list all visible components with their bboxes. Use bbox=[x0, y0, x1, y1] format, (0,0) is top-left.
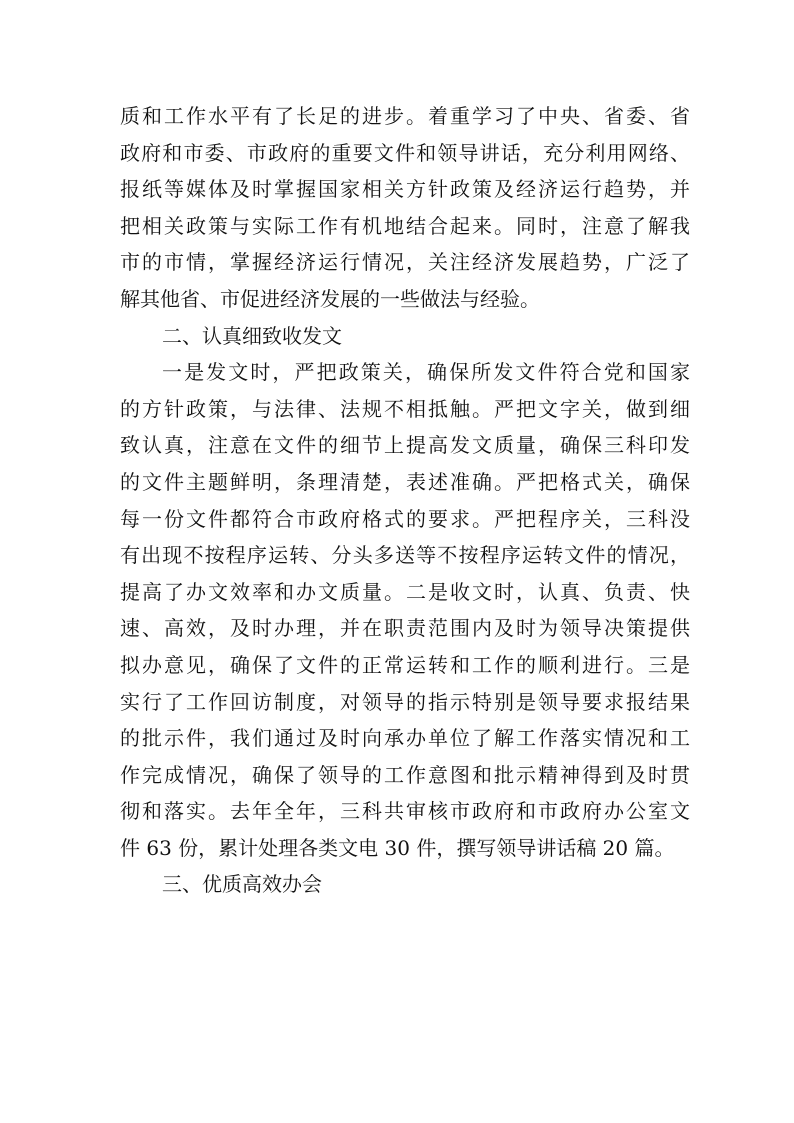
paragraph-line: 的批示件，我们通过及时向承办单位了解工作落实情况和工 bbox=[120, 726, 690, 751]
section-heading: 三、优质高效办会 bbox=[162, 872, 322, 897]
paragraph-line: 市的市情，掌握经济运行情况，关注经济发展趋势，广泛了 bbox=[120, 250, 690, 275]
paragraph-line: 政府和市委、市政府的重要文件和领导讲话，充分利用网络、 bbox=[120, 140, 690, 165]
paragraph-line: 解其他省、市促进经济发展的一些做法与经验。 bbox=[120, 286, 540, 311]
paragraph-line: 致认真，注意在文件的细节上提高发文质量，确保三科印发 bbox=[120, 433, 690, 458]
paragraph-line: 每一份文件都符合市政府格式的要求。严把程序关，三科没 bbox=[120, 506, 690, 531]
paragraph-line: 作完成情况，确保了领导的工作意图和批示精神得到及时贯 bbox=[120, 762, 690, 787]
paragraph-line: 彻和落实。去年全年，三科共审核市政府和市政府办公室文 bbox=[120, 799, 690, 824]
paragraph-line: 报纸等媒体及时掌握国家相关方针政策及经济运行趋势，并 bbox=[120, 177, 690, 202]
paragraph-line: 把相关政策与实际工作有机地结合起来。同时，注意了解我 bbox=[120, 213, 690, 238]
paragraph-line: 提高了办文效率和办文质量。二是收文时，认真、负责、快 bbox=[120, 579, 690, 604]
paragraph-line: 质和工作水平有了长足的进步。着重学习了中央、省委、省 bbox=[120, 104, 690, 128]
document-body bbox=[120, 98, 690, 903]
section-heading: 二、认真细致收发文 bbox=[162, 323, 342, 348]
paragraph-line: 拟办意见，确保了文件的正常运转和工作的顺利进行。三是 bbox=[120, 652, 690, 677]
paragraph-line: 有出现不按程序运转、分头多送等不按程序运转文件的情况， bbox=[120, 543, 690, 568]
paragraph-line: 一是发文时，严把政策关，确保所发文件符合党和国家 bbox=[162, 360, 690, 385]
paragraph-line: 的文件主题鲜明，条理清楚，表述准确。严把格式关，确保 bbox=[120, 469, 690, 494]
paragraph-line: 件 63 份，累计处理各类文电 30 件，撰写领导讲话稿 20 篇。 bbox=[120, 835, 675, 860]
paragraph-line: 实行了工作回访制度，对领导的指示特别是领导要求报结果 bbox=[120, 689, 690, 714]
paragraph-line: 的方针政策，与法律、法规不相抵触。严把文字关，做到细 bbox=[120, 396, 690, 421]
paragraph-line: 速、高效，及时办理，并在职责范围内及时为领导决策提供 bbox=[120, 616, 690, 641]
